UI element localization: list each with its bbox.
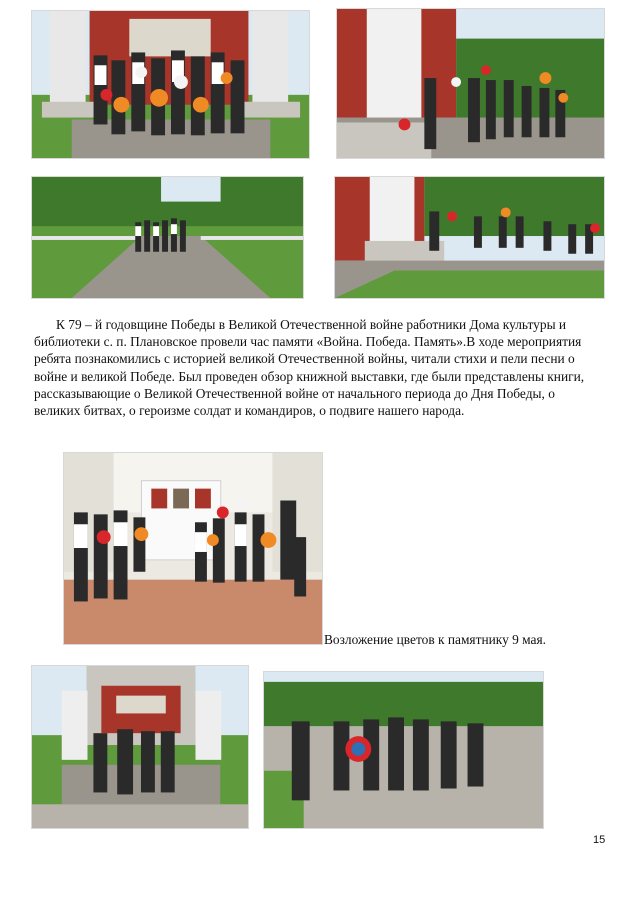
photo-children-near-monument [334,176,605,299]
photo-staff-at-memorial [31,665,249,829]
photo-indoor-group-exhibition [63,452,323,645]
page-number: 15 [593,834,606,846]
flower-laying-caption: Возложение цветов к памятнику 9 мая. [324,632,547,647]
photo-procession-alley [31,176,304,299]
photo-flower-laying-monument [336,8,605,159]
event-description-paragraph [34,316,604,419]
paragraph-text: К 79 – й годовщине Победы в Великой Отечественной войне работники Дома культуры и библиотеки с. п. Плановское провели час памяти «Война. Победа. Память».В ходе мероприятия ребята познакомились с историей великой Отечественной войны, читали стихи и пели песни о войне и великой Победе. Был проведен обзор книжной выставки, где были представлены книги, рассказывающие о Великой Отечественной войне от начального периода до Дня Победы, о великих битвах, о героизме солдат и командиров, о подвиге нашего народа. [34,317,585,419]
photo-wreath-procession [263,671,544,829]
photo-children-at-memorial [31,10,310,159]
